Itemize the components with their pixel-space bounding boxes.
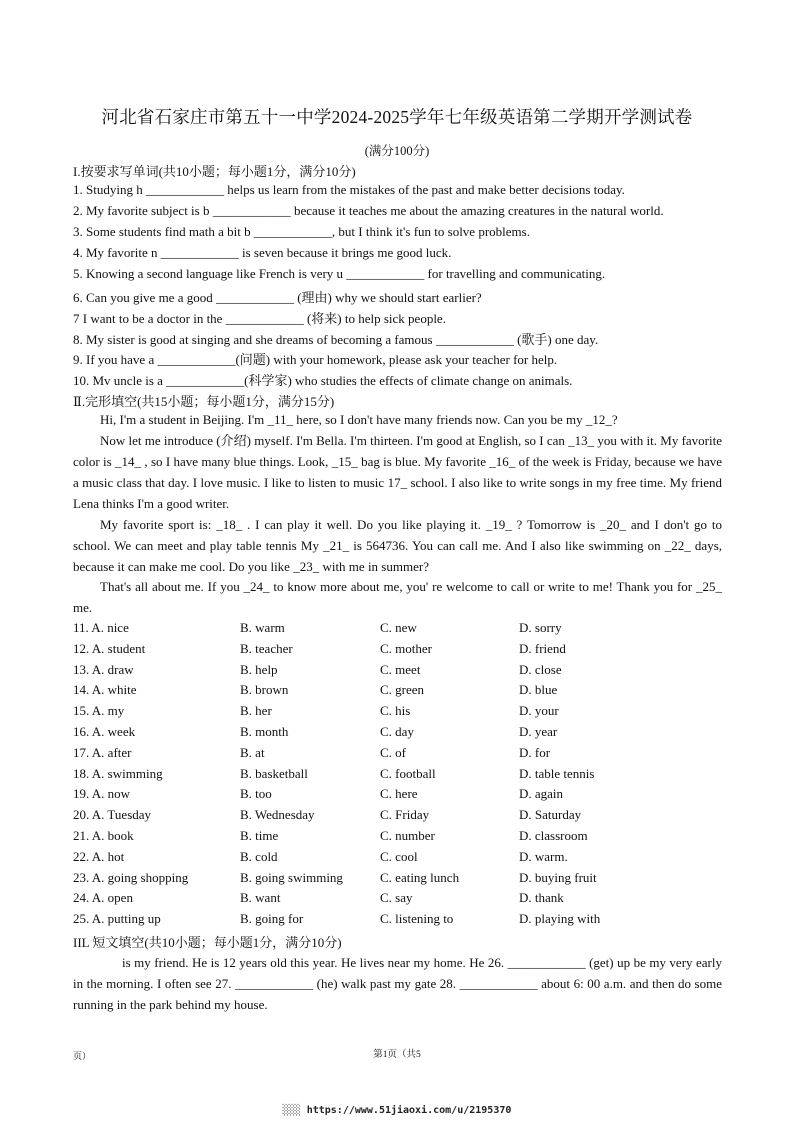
- option-13-c: C. meet: [380, 661, 421, 677]
- option-12-b: B. teacher: [240, 640, 293, 656]
- option-12-a: 12. A. student: [73, 640, 146, 656]
- option-21-c: C. number: [380, 828, 435, 843]
- watermark-url: ░░░ https://www.51jiaoxi.com/u/2195370: [282, 1105, 512, 1116]
- option-12-c: C. mother: [380, 640, 432, 656]
- option-24-c: C. say: [380, 890, 413, 906]
- option-22-a: 22. A. hot: [73, 848, 125, 864]
- option-20-b: B. Wednesday: [240, 807, 315, 823]
- question-10: 10. Mv uncle is a ____________(科学家) who studies the effects of climate change on animals.: [73, 373, 573, 388]
- option-13-d: D. close: [519, 661, 562, 677]
- section3-heading: IIL 短文填空(共10小题；每小题1分，满分10分): [73, 935, 342, 950]
- option-20-d: D. Saturday: [519, 807, 582, 823]
- option-13-b: B. help: [240, 661, 278, 677]
- option-25-b: B. going for: [240, 911, 304, 927]
- option-16-c: C. day: [380, 724, 414, 739]
- option-24-d: D. thank: [519, 890, 564, 906]
- option-15-c: C. his: [380, 703, 411, 719]
- cloze-paragraph-3: My favorite sport is: _18_ . I can play it well. Do you like playing it. _19_ ? Tomorrow is _20_ and I don't go to school. We can meet and play table tennis My _21_ is 564736. You can call me. And I also like swimming on _22_ days, because it can make me cool. Do you like _23_ with me in summer?: [73, 517, 722, 574]
- section2-heading: Ⅱ.完形填空(共15小题；每小题1分，满分15分): [73, 394, 335, 409]
- exam-subtitle: (满分100分): [364, 144, 430, 158]
- question-4: 4. My favorite n ____________ is seven because it brings me good luck.: [73, 245, 452, 260]
- option-25-c: C. listening to: [380, 911, 454, 927]
- cloze-paragraph-2: Now let me introduce (介绍) myself. I'm Bella. I'm thirteen. I'm good at English, so I can _13_ you with it. My favorite color is _14_ , so I have many blue things. Look, _15_ bag is blue. My favorite _16_ of the week is Friday, because we have a music class that day. I love music. I like to listen to music 17_ school. I also like to write songs in my free time. My friend Lena thinks I'm a good writer.: [73, 433, 722, 511]
- option-24-a: 24. A. open: [73, 890, 133, 906]
- option-17-c: C. of: [380, 744, 406, 760]
- option-20-c: C. Friday: [380, 807, 430, 823]
- option-19-c: C. here: [380, 786, 418, 802]
- option-23-d: D. buying fruit: [519, 869, 597, 885]
- option-16-a: 16. A. week: [73, 724, 136, 739]
- option-13-a: 13. A. draw: [73, 661, 134, 677]
- option-17-d: D. for: [519, 744, 551, 760]
- option-21-b: B. time: [240, 828, 279, 843]
- option-16-b: B. month: [240, 724, 289, 739]
- section1-heading: I.按要求写单词(共10小题；每小题1分，满分10分): [73, 164, 356, 179]
- option-14-c: C. green: [380, 682, 425, 698]
- option-17-b: B. at: [240, 744, 265, 760]
- question-9: 9. If you have a ____________(问题) with your homework, please ask your teacher for help.: [73, 352, 558, 367]
- option-18-c: C. football: [380, 765, 436, 781]
- option-14-a: 14. A. white: [73, 682, 137, 698]
- option-15-a: 15. A. my: [73, 703, 125, 719]
- option-15-b: B. her: [240, 703, 272, 719]
- question-5: 5. Knowing a second language like French is very u ____________ for travelling and communicating.: [73, 266, 606, 281]
- option-22-d: D. warm.: [519, 848, 568, 864]
- option-15-d: D. your: [519, 703, 559, 719]
- option-14-d: D. blue: [519, 682, 558, 698]
- question-8: 8. My sister is good at singing and she dreams of becoming a famous ____________ (歌手) one day.: [73, 332, 599, 347]
- option-22-c: C. cool: [380, 848, 418, 864]
- question-7: 7 I want to be a doctor in the ____________ (将来) to help sick people.: [73, 311, 446, 326]
- option-18-d: D. table tennis: [519, 765, 595, 781]
- question-1: 1. Studying h ____________ helps us learn from the mistakes of the past and make better decisions today.: [73, 182, 625, 197]
- option-18-b: B. basketball: [240, 765, 308, 781]
- option-11-c: C. new: [380, 620, 417, 635]
- option-23-b: B. going swimming: [240, 869, 343, 885]
- exam-title: 河北省石家庄市第五十一中学2024-2025学年七年级英语第二学期开学测试卷: [101, 107, 693, 127]
- option-11-d: D. sorry: [519, 620, 562, 635]
- question-6: 6. Can you give me a good ____________ (理由) why we should start earlier?: [73, 290, 482, 305]
- option-25-a: 25. A. putting up: [73, 911, 161, 927]
- option-14-b: B. brown: [240, 682, 289, 698]
- option-19-a: 19. A. now: [73, 786, 131, 802]
- short-passage: is my friend. He is 12 years old this year. He lives near my home. He 26. ____________ (get) up be my very early in the morning. I often see 27. ____________ (he) walk past my gate 28. ____________ about 6: 00 a.m. and then do some running in the park behind my house.: [73, 955, 722, 1012]
- option-16-d: D. year: [519, 724, 558, 739]
- option-21-a: 21. A. book: [73, 828, 134, 843]
- cloze-paragraph-1: Hi, I'm a student in Beijing. I'm _11_ here, so I don't have many friends now. Can you be my _12_?: [100, 412, 618, 427]
- option-12-d: D. friend: [519, 640, 566, 656]
- option-17-a: 17. A. after: [73, 744, 132, 760]
- cloze-paragraph-4: That's all about me. If you _24_ to know more about me, you' re welcome to call or write to me! Thank you for _25_ me.: [73, 579, 722, 615]
- question-3: 3. Some students find math a bit b ____________, but I think it's fun to solve problems.: [73, 224, 530, 239]
- option-18-a: 18. A. swimming: [73, 765, 163, 781]
- option-19-d: D. again: [519, 786, 564, 802]
- option-23-c: C. eating lunch: [380, 869, 460, 885]
- option-19-b: B. too: [240, 786, 272, 802]
- option-25-d: D. playing with: [519, 911, 601, 927]
- page-number: 第1页（共5: [373, 1050, 421, 1060]
- question-2: 2. My favorite subject is b ____________ because it teaches me about the amazing creatures in the natural world.: [73, 203, 664, 218]
- option-20-a: 20. A. Tuesday: [73, 807, 152, 823]
- option-22-b: B. cold: [240, 848, 278, 864]
- option-24-b: B. want: [240, 890, 281, 906]
- option-11-a: 11. A. nice: [73, 620, 129, 635]
- option-21-d: D. classroom: [519, 828, 588, 843]
- footer-left: 页）: [73, 1051, 92, 1061]
- option-11-b: B. warm: [240, 620, 285, 635]
- option-23-a: 23. A. going shopping: [73, 869, 189, 885]
